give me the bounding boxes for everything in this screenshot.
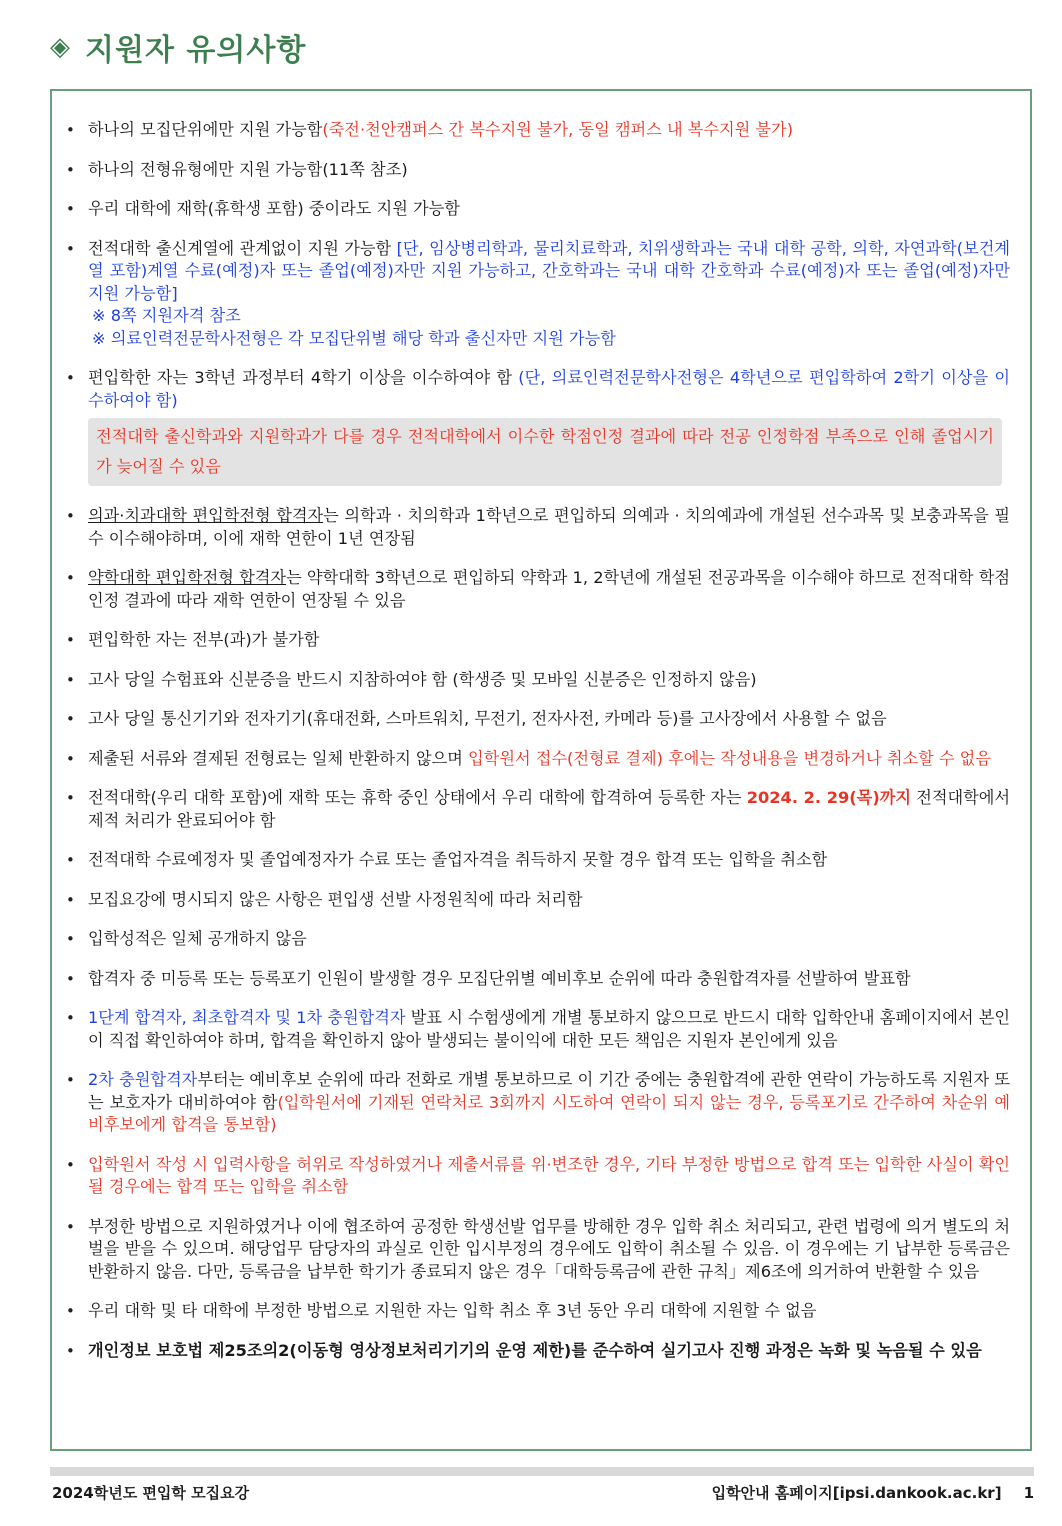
list-item [66, 1300, 1010, 1323]
bullet: • [66, 890, 75, 909]
item-underlined: 의과·치과대학 편입학전형 합격자 [88, 506, 324, 525]
list-item [66, 629, 1010, 652]
list-item [66, 198, 1010, 221]
item-red: 입학원서 작성 시 입력사항을 허위로 작성하였거나 제출서류를 위·변조한 경우, 기타 부정한 방법으로 합격 또는 입학한 사실이 확인될 경우에는 합격 또는 입학을 취소함 [88, 1154, 1010, 1196]
item-blue: [단, 임상병리학과, 물리치료학과, 치위생학과는 국내 대학 공학, 의학, 자연과학(보건계열 포함)계열 수료(예정)자 또는 졸업(예정)자만 지원 가능하고, 간호학과는 국내 대학 간호학과 수료(예정)자 또는 졸업(예정)자만 지원 가능함] [88, 238, 1010, 303]
item-main: 우리 대학에 재학(휴학생 포함) 중이라도 지원 가능함 [88, 199, 460, 218]
item-bold: 개인정보 보호법 제25조의2(이동형 영상정보처리기기의 운영 제한)를 준수하여 실기고사 진행 과정은 녹화 및 녹음될 수 있음 [88, 1340, 982, 1360]
item-text [88, 849, 1010, 872]
bullet: • [66, 569, 75, 587]
item-text [88, 708, 1010, 731]
item-text [88, 968, 1010, 991]
bullet: • [66, 1071, 75, 1089]
item-main: 고사 당일 통신기기와 전자기기(휴대전화, 스마트워치, 무전기, 전자사전, 카메라 등)를 고사장에서 사용할 수 없음 [88, 709, 887, 728]
page-title [50, 24, 306, 70]
bullet: • [66, 160, 75, 179]
footer-divider [50, 1467, 1034, 1476]
list-item [66, 567, 1010, 612]
list-item [66, 928, 1010, 951]
item-text [88, 367, 1010, 488]
list-item [66, 505, 1010, 550]
item-text [88, 1154, 1010, 1199]
bullet: • [66, 1009, 75, 1027]
item-red: (죽전·천안캠퍼스 간 복수지원 불가, 동일 캠퍼스 내 복수지원 불가) [322, 120, 794, 139]
item-main: 전적대학(우리 대학 포함)에 재학 또는 휴학 중인 상태에서 우리 대학에 합격하여 등록한 자는 [88, 788, 747, 807]
bullet: • [66, 710, 75, 728]
bullet: • [66, 969, 75, 988]
item-main: 하나의 모집단위에만 지원 가능함 [88, 120, 323, 139]
list-item [66, 968, 1010, 991]
item-main: 발표 시 수험생에게 개별 통보하지 않으므로 반드시 대학 입학안내 홈페이지에서 본인이 직접 확인하여야 하며, 합격을 확인하지 않아 발생되는 불이익에 대한 모든 책임은 지원자 본인에게 있음 [88, 1008, 1010, 1050]
item-main: 전적대학 수료예정자 및 졸업예정자가 수료 또는 졸업자격을 취득하지 못할 경우 합격 또는 입학을 취소함 [88, 850, 828, 869]
list-item [66, 1216, 1010, 1284]
list-item [66, 1154, 1010, 1199]
item-main: 우리 대학 및 타 대학에 부정한 방법으로 지원한 자는 입학 취소 후 3년 동안 우리 대학에 지원할 수 없음 [88, 1301, 817, 1320]
list-item [66, 1340, 1010, 1363]
bullet: • [66, 930, 75, 948]
bullet: • [66, 1302, 75, 1320]
item-text [88, 1340, 1010, 1363]
bullet: • [66, 239, 75, 258]
item-main: 제출된 서류와 결제된 전형료는 일체 반환하지 않으며 [88, 748, 469, 768]
item-main: 전적대학 출신계열에 관계없이 지원 가능함 [88, 238, 397, 258]
list-item [66, 889, 1010, 912]
page-title-text: 지원자 유의사항 [85, 33, 307, 68]
item-note: ※ 8쪽 지원자격 참조 [92, 306, 241, 325]
item-text [88, 567, 1010, 612]
list-item [66, 669, 1010, 692]
item-main: 입학성적은 일체 공개하지 않음 [88, 929, 307, 948]
list-item [66, 238, 1010, 351]
item-text [88, 159, 1010, 182]
list-item [66, 787, 1010, 832]
item-main: 합격자 중 미등록 또는 등록포기 인원이 발생할 경우 모집단위별 예비후보 순위에 따라 충원합격자를 선발하여 발표함 [88, 968, 911, 988]
item-main: 모집요강에 명시되지 않은 사항은 편입생 선발 사정원칙에 따라 처리함 [88, 889, 583, 909]
item-text [88, 669, 1010, 692]
item-main: 편입학한 자는 3학년 과정부터 4학기 이상을 이수하여야 함 [88, 368, 519, 387]
notice-box [50, 89, 1032, 1451]
item-text [88, 198, 1010, 221]
bullet: • [66, 1341, 75, 1360]
footer-homepage-link[interactable]: 입학안내 홈페이지[ipsi.dankook.ac.kr] [711, 1484, 1002, 1502]
bullet: • [66, 1217, 75, 1236]
item-text [88, 505, 1010, 550]
item-text [88, 1216, 1010, 1284]
bullet: • [66, 1155, 75, 1174]
item-main: 는 약학대학 3학년으로 편입하되 약학과 1, 2학년에 개설된 전공과목을 이수해야 하므로 전적대학 학점인정 결과에 따라 재학 연한이 연장될 수 있음 [88, 568, 1011, 610]
list-item [66, 748, 1010, 771]
bullet: • [66, 851, 75, 869]
item-underlined: 약학대학 편입학전형 합격자 [88, 568, 287, 587]
item-text [88, 1007, 1010, 1052]
item-text [88, 787, 1010, 832]
item-main-cont: 전적대학에서 제적 처리가 완료되어야 함 [88, 788, 1011, 830]
item-blue: 2차 충원합격자 [88, 1070, 198, 1089]
item-main: 고사 당일 수험표와 신분증을 반드시 지참하여야 함 (학생증 및 모바일 신분증은 인정하지 않음) [88, 669, 757, 689]
diamond-icon: ◈ [50, 32, 71, 62]
callout-box: 전적대학 출신학과와 지원학과가 다를 경우 전적대학에서 이수한 학점인정 결과에 따라 전공 인정학점 부족으로 인해 졸업시기가 늦어질 수 있음 [88, 418, 1002, 486]
list-item [66, 367, 1010, 488]
item-text [88, 1300, 1010, 1323]
bullet: • [66, 749, 75, 768]
item-text [88, 238, 1010, 351]
bullet: • [66, 200, 75, 218]
footer-publication-title: 2024학년도 편입학 모집요강 [52, 1484, 250, 1502]
bullet: • [66, 121, 75, 139]
bullet: • [66, 670, 75, 689]
bullet: • [66, 789, 75, 807]
item-note: ※ 의료인력전문학사전형은 각 모집단위별 해당 학과 출신자만 지원 가능함 [92, 328, 616, 348]
item-text [88, 889, 1010, 912]
item-text [88, 928, 1010, 951]
bullet: • [66, 369, 75, 387]
item-main: 하나의 전형유형에만 지원 가능함(11쪽 참조) [88, 159, 408, 179]
item-blue: 1단계 합격자, 최초합격자 및 1차 충원합격자 [88, 1008, 406, 1027]
deadline-date: 2024. 2. 29(목)까지 [746, 788, 911, 807]
list-item [66, 708, 1010, 731]
item-blue: (단, 의료인력전문학사전형은 4학년으로 편입학하여 2학기 이상을 이수하여야 함) [88, 368, 1010, 410]
list-item [66, 849, 1010, 872]
bullet: • [66, 507, 75, 525]
item-main: 편입학한 자는 전부(과)가 불가함 [88, 630, 320, 649]
item-text [88, 1069, 1010, 1137]
item-main: 는 의학과 · 치의학과 1학년으로 편입하되 의예과 · 치의예과에 개설된 선수과목 및 보충과목을 필수 이수해야하며, 이에 재학 연한이 1년 연장됨 [88, 506, 1010, 548]
list-item [66, 1069, 1010, 1137]
item-main: 부터는 예비후보 순위에 따라 전화로 개별 통보하므로 이 기간 중에는 충원합격에 관한 연락이 가능하도록 지원자 또는 보호자가 대비하여야 함 [88, 1070, 1010, 1112]
item-text [88, 748, 1010, 771]
list-item [66, 159, 1010, 182]
item-red: 입학원서 접수(전형료 결제) 후에는 작성내용을 변경하거나 취소할 수 없음 [468, 748, 991, 768]
bullet: • [66, 631, 75, 649]
item-red: (입학원서에 기재된 연락처로 3회까지 시도하여 연락이 되지 않는 경우, 등록포기로 간주하여 차순위 예비후보에게 합격을 통보함) [88, 1092, 1010, 1134]
item-text [88, 119, 1010, 142]
page-number: 1 [1023, 1484, 1034, 1502]
list-item [66, 119, 1010, 142]
footer-site [712, 1482, 1034, 1503]
item-main: 부정한 방법으로 지원하였거나 이에 협조하여 공정한 학생선발 업무를 방해한 경우 입학 취소 처리되고, 관련 법령에 의거 별도의 처벌을 받을 수 있으며. 해당업무 담당자의 과실로 인한 입시부정의 경우에도 입학이 취소될 수 있음. 이 경우에는 기 납부한 등록금은 반환하지 않음. 다만, 등록금을 납부한 학기가 종료되지 않은 경우「대학등록금에 관한 규칙」제6조에 의거하여 반환할 수 있음 [88, 1216, 1010, 1281]
item-text [88, 629, 1010, 652]
list-item [66, 1007, 1010, 1052]
